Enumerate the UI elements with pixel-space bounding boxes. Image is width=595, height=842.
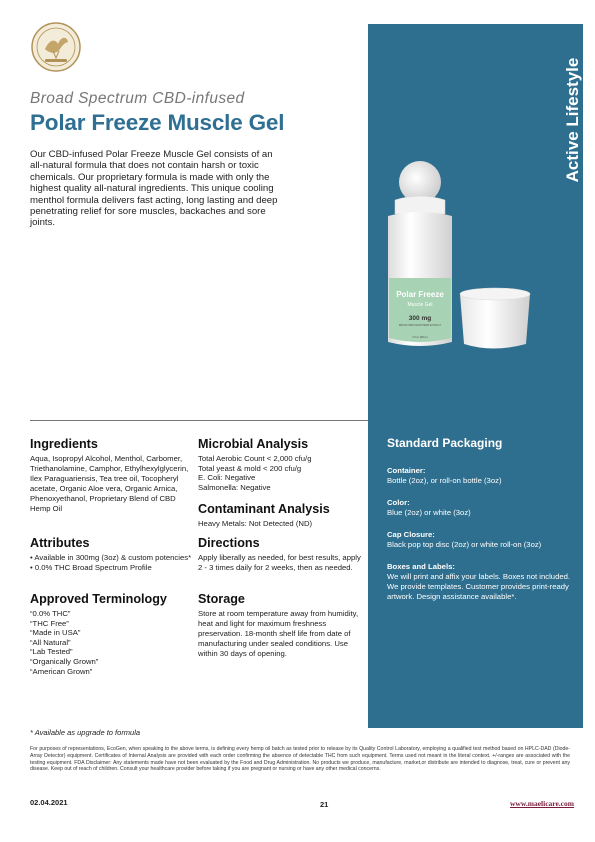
section-divider	[30, 420, 368, 421]
label-name: Muscle Gel	[407, 302, 433, 308]
directions-heading: Directions	[198, 536, 260, 550]
disclaimer-text: For purposes of representations, EcoGen, when speaking to the above terms, is defining every hemp oil batch as tested prior to release by its Quality Control Laboratory, employing a qualified test method based on HPLC-DAD (Diode-Array Detector) equipment. Certificates of Internal Analysis are provided with each order confirming the absence of detectable THC from such equipment. Terms used not meant in the literal context. +/-ranges are associated with the testing equipment. FDA Disclaimer: Any statements made have not been evaluated by the Food and Drug Administration. No products we produce, manufacture, market,or distribute are intended to diagnose, treat, cure or prevent any disease. Keep out of reach of children. Consult your healthcare provider before taking if you are pregnant or nursing or have any other medical concerns.	[30, 746, 570, 773]
terminology-section	[30, 592, 195, 676]
ingredients-text: Aqua, Isopropyl Alcohol, Menthol, Carbomer, Triethanolamine, Camphor, Ethylhexylglycerin, Ilex Paraguariensis, Tea tree oil, Tocopheryl acetate, Organic Aloe vera, Organic Arnica, Phenoxyethanol, Proprietary Blend of CBD Hemp Oil	[30, 454, 189, 513]
packaging-heading: Standard Packaging	[387, 436, 503, 450]
terminology-item: “All Natural”	[30, 637, 71, 647]
boxes-value: We will print and affix your labels. Boxes not included. We provide templates. Customer provides print-ready artwork. Design assistance available*.	[387, 572, 571, 601]
product-title: Polar Freeze Muscle Gel	[30, 110, 285, 135]
microbial-section	[198, 437, 363, 492]
side-panel	[368, 24, 583, 728]
contaminant-text: Heavy Metals: Not Detected (ND)	[198, 519, 313, 528]
color-value: Blue (2oz) or white (3oz)	[387, 508, 471, 517]
terminology-heading: Approved Terminology	[30, 592, 167, 606]
storage-text: Store at room temperature away from humidity, heat and light for maximum freshness preservation. 18-month shelf life from date of manufacturing under sealed conditions. Use within 30 days of opening.	[198, 609, 359, 658]
terminology-item: “Organically Grown”	[30, 656, 99, 666]
intro-paragraph: Our CBD-infused Polar Freeze Muscle Gel consists of an all-natural formula that does not contain harsh or toxic chemicals. Our proprietary formula is made with only the highest quality all-natural ingredients. This unique cooling menthol formula delivers fast acting, long lasting and deep penetrating relief for sore muscles, backaches and sore joints.	[30, 149, 278, 229]
document-date: 02.04.2021	[30, 798, 68, 807]
ingredients-section	[30, 437, 195, 514]
cap-label: Cap Closure:	[387, 530, 435, 539]
contaminant-heading: Contaminant Analysis	[198, 502, 330, 516]
attribute-item: • 0.0% THC Broad Spectrum Profile	[30, 562, 152, 572]
terminology-item: “Lab Tested”	[30, 647, 73, 657]
ingredients-heading: Ingredients	[30, 437, 98, 451]
color-label: Color:	[387, 498, 410, 507]
label-dose: 300 mg	[408, 315, 432, 322]
side-title-text: Active Lifestyle	[563, 57, 582, 183]
microbial-item: Salmonella: Negative	[198, 482, 271, 492]
microbial-item: Total Aerobic Count < 2,000 cfu/g	[198, 454, 312, 463]
storage-heading: Storage	[198, 592, 245, 606]
boxes-label: Boxes and Labels:	[387, 562, 455, 571]
terminology-item: “THC Free”	[30, 618, 69, 628]
storage-section	[198, 592, 363, 659]
page-number: 21	[320, 800, 329, 809]
brand-logo	[31, 22, 81, 72]
attribute-item: • Available in 300mg (3oz) & custom potencies*	[30, 553, 192, 562]
terminology-item: “Made in USA”	[30, 628, 81, 638]
cap-value: Black pop top disc (2oz) or white roll-on (3oz)	[387, 540, 542, 549]
terminology-item: “0.0% THC”	[30, 609, 71, 618]
contaminant-section	[198, 502, 363, 529]
packaging-section	[387, 436, 572, 614]
directions-section	[198, 536, 363, 573]
product-subtitle: Broad Spectrum CBD-infused	[30, 90, 245, 107]
microbial-heading: Microbial Analysis	[198, 437, 309, 451]
side-title	[555, 40, 591, 200]
attributes-heading: Attributes	[30, 536, 90, 550]
product-image	[370, 160, 535, 360]
microbial-item: E. Coli: Negative	[198, 473, 256, 483]
formula-upgrade-note: * Available as upgrade to formula	[30, 728, 141, 737]
label-small-print: BROAD SPECTRUM HEMP EXTRACT	[399, 324, 441, 327]
website-link[interactable]: www.maelicare.com	[510, 799, 575, 808]
label-volume: 3 fl oz (89mL)	[412, 336, 428, 339]
terminology-item: “American Grown”	[30, 666, 93, 676]
attributes-section	[30, 536, 195, 572]
label-brand: Polar Freeze	[396, 290, 444, 299]
packaging-upgrade-note: * Available as upgrade to standard packaging	[387, 728, 538, 737]
container-value: Bottle (2oz), or roll-on bottle (3oz)	[387, 476, 502, 485]
container-label: Container:	[387, 466, 426, 475]
microbial-item: Total yeast & mold < 200 cfu/g	[198, 463, 302, 473]
directions-text: Apply liberally as needed, for best results, apply 2 - 3 times daily for 2 weeks, then as needed.	[198, 553, 361, 572]
